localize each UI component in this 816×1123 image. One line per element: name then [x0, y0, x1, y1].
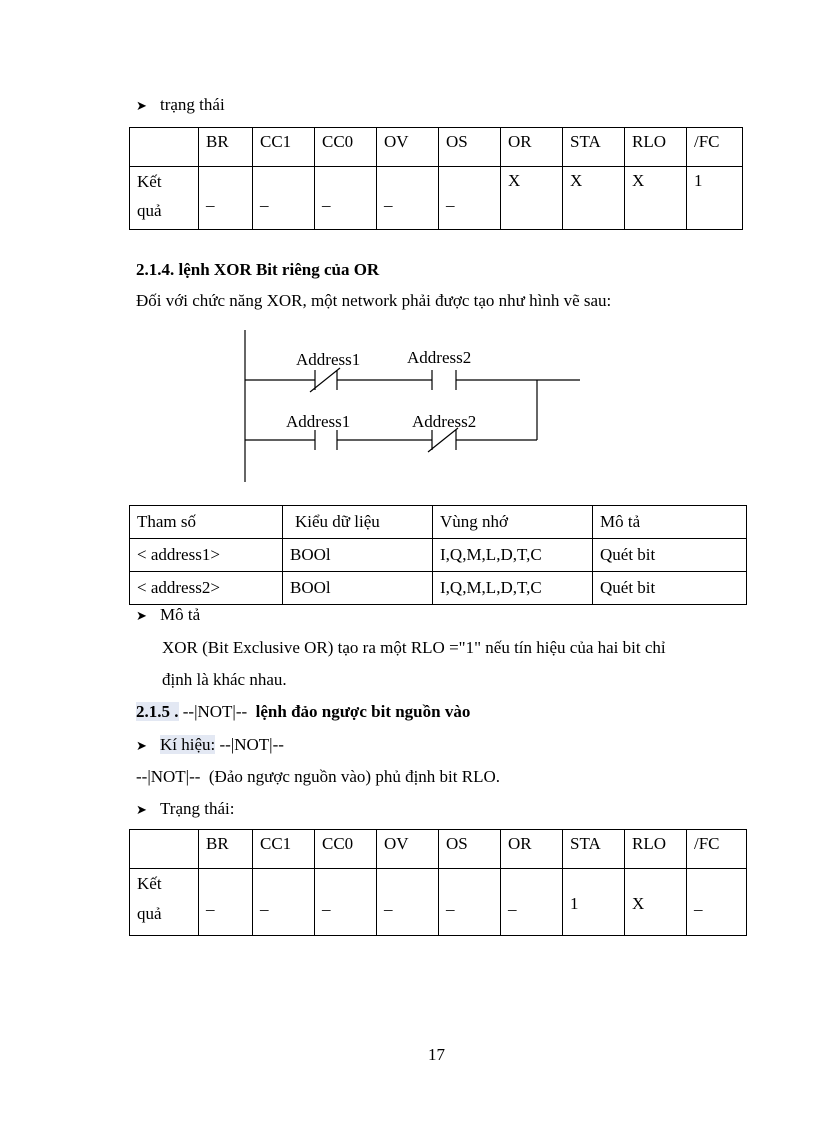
table-row — [130, 572, 747, 605]
table-cell: X — [625, 167, 687, 230]
table-header-cell: OS — [439, 830, 501, 869]
table-header-cell: /FC — [687, 128, 743, 167]
row-label: Kết quả — [130, 167, 199, 230]
table-cell: _ — [253, 167, 315, 230]
status-heading-2 — [136, 799, 234, 819]
table-cell: 1 — [687, 167, 743, 230]
table-cell: _ — [315, 869, 377, 936]
table-header-cell: OR — [501, 128, 563, 167]
parameter-table — [129, 505, 747, 605]
diagram-label: Address1 — [286, 412, 351, 431]
description-line-1: XOR (Bit Exclusive OR) tạo ra một RLO ="1" nếu tín hiệu của hai bit chỉ — [162, 638, 666, 657]
table-cell: I,Q,M,L,D,T,C — [433, 539, 593, 572]
table-header-cell: STA — [563, 128, 625, 167]
bullet-arrow-icon: ➤ — [136, 99, 147, 114]
section-214-intro: Đối với chức năng XOR, một network phải được tạo như hình vẽ sau: — [136, 291, 612, 310]
bullet-arrow-icon: ➤ — [136, 609, 147, 624]
table-row — [130, 167, 743, 230]
status-table-2 — [129, 829, 747, 936]
table-header-cell: CC0 — [315, 128, 377, 167]
table-cell: _ — [377, 167, 439, 230]
bullet-arrow-icon: ➤ — [136, 803, 147, 818]
table-header-cell: RLO — [625, 830, 687, 869]
not-description: --|NOT|-- (Đảo ngược nguồn vào) phủ định bit RLO. — [136, 767, 500, 786]
status-heading-1-text: trạng thái — [160, 95, 225, 114]
table-row — [130, 869, 747, 936]
nc-contact-slash — [310, 368, 340, 392]
table-cell: 1 — [563, 869, 625, 936]
table-cell: < address2> — [130, 572, 283, 605]
row-label: Kết quả — [130, 869, 199, 936]
table-header-cell: OS — [439, 128, 501, 167]
table-cell: X — [501, 167, 563, 230]
table-cell: Quét bit — [593, 539, 747, 572]
description-line-2: định là khác nhau. — [162, 670, 287, 689]
symbol-label: Kí hiệu: — [160, 735, 216, 754]
section-214-heading: 2.1.4. lệnh XOR Bit riêng của OR — [136, 260, 380, 279]
diagram-label: Address2 — [412, 412, 477, 431]
page-number: 17 — [428, 1045, 445, 1064]
table-header-cell: Mô tả — [593, 506, 747, 539]
table-cell: _ — [439, 869, 501, 936]
section-215-number: 2.1.5 . — [136, 702, 179, 721]
table-header-cell: CC1 — [253, 830, 315, 869]
table-header-cell: Tham số — [130, 506, 283, 539]
table-cell: _ — [199, 167, 253, 230]
table-header-cell: STA — [563, 830, 625, 869]
bullet-arrow-icon: ➤ — [136, 739, 147, 754]
status-heading-1 — [136, 95, 225, 115]
nc-contact-slash — [428, 428, 458, 452]
section-215-title: lệnh đảo ngược bit nguồn vào — [255, 702, 471, 721]
diagram-label: Address1 — [296, 350, 361, 369]
table-header-row — [130, 128, 743, 167]
table-header-cell: Vùng nhớ — [433, 506, 593, 539]
table-cell: BOOl — [283, 572, 433, 605]
table-header-cell: OV — [377, 128, 439, 167]
status-table-1 — [129, 127, 743, 230]
table-cell: _ — [687, 869, 747, 936]
table-cell: BOOl — [283, 539, 433, 572]
table-cell: _ — [439, 167, 501, 230]
table-header-cell: BR — [199, 830, 253, 869]
table-cell: I,Q,M,L,D,T,C — [433, 572, 593, 605]
description-heading — [136, 605, 200, 625]
table-cell: _ — [501, 869, 563, 936]
table-header-row — [130, 506, 747, 539]
table-cell: _ — [199, 869, 253, 936]
table-header-cell: CC0 — [315, 830, 377, 869]
table-header-cell: OV — [377, 830, 439, 869]
section-215-symbol: --|NOT|-- — [178, 702, 256, 721]
table-header-cell — [130, 128, 199, 167]
table-header-row — [130, 830, 747, 869]
section-215-heading — [136, 702, 470, 722]
table-header-cell: RLO — [625, 128, 687, 167]
table-header-cell: OR — [501, 830, 563, 869]
symbol-value: --|NOT|-- — [215, 735, 284, 754]
diagram-label: Address2 — [407, 348, 472, 367]
table-cell: X — [625, 869, 687, 936]
table-header-cell: Kiểu dữ liệu — [283, 506, 433, 539]
table-cell: X — [563, 167, 625, 230]
table-cell: Quét bit — [593, 572, 747, 605]
table-header-cell: /FC — [687, 830, 747, 869]
table-header-cell: BR — [199, 128, 253, 167]
table-header-cell: CC1 — [253, 128, 315, 167]
table-cell: _ — [377, 869, 439, 936]
status-heading-2-text: Trạng thái: — [160, 799, 235, 818]
description-heading-text: Mô tả — [160, 605, 201, 624]
table-cell: _ — [253, 869, 315, 936]
table-header-cell — [130, 830, 199, 869]
table-cell: < address1> — [130, 539, 283, 572]
table-row — [130, 539, 747, 572]
symbol-line — [136, 735, 284, 755]
table-cell: _ — [315, 167, 377, 230]
